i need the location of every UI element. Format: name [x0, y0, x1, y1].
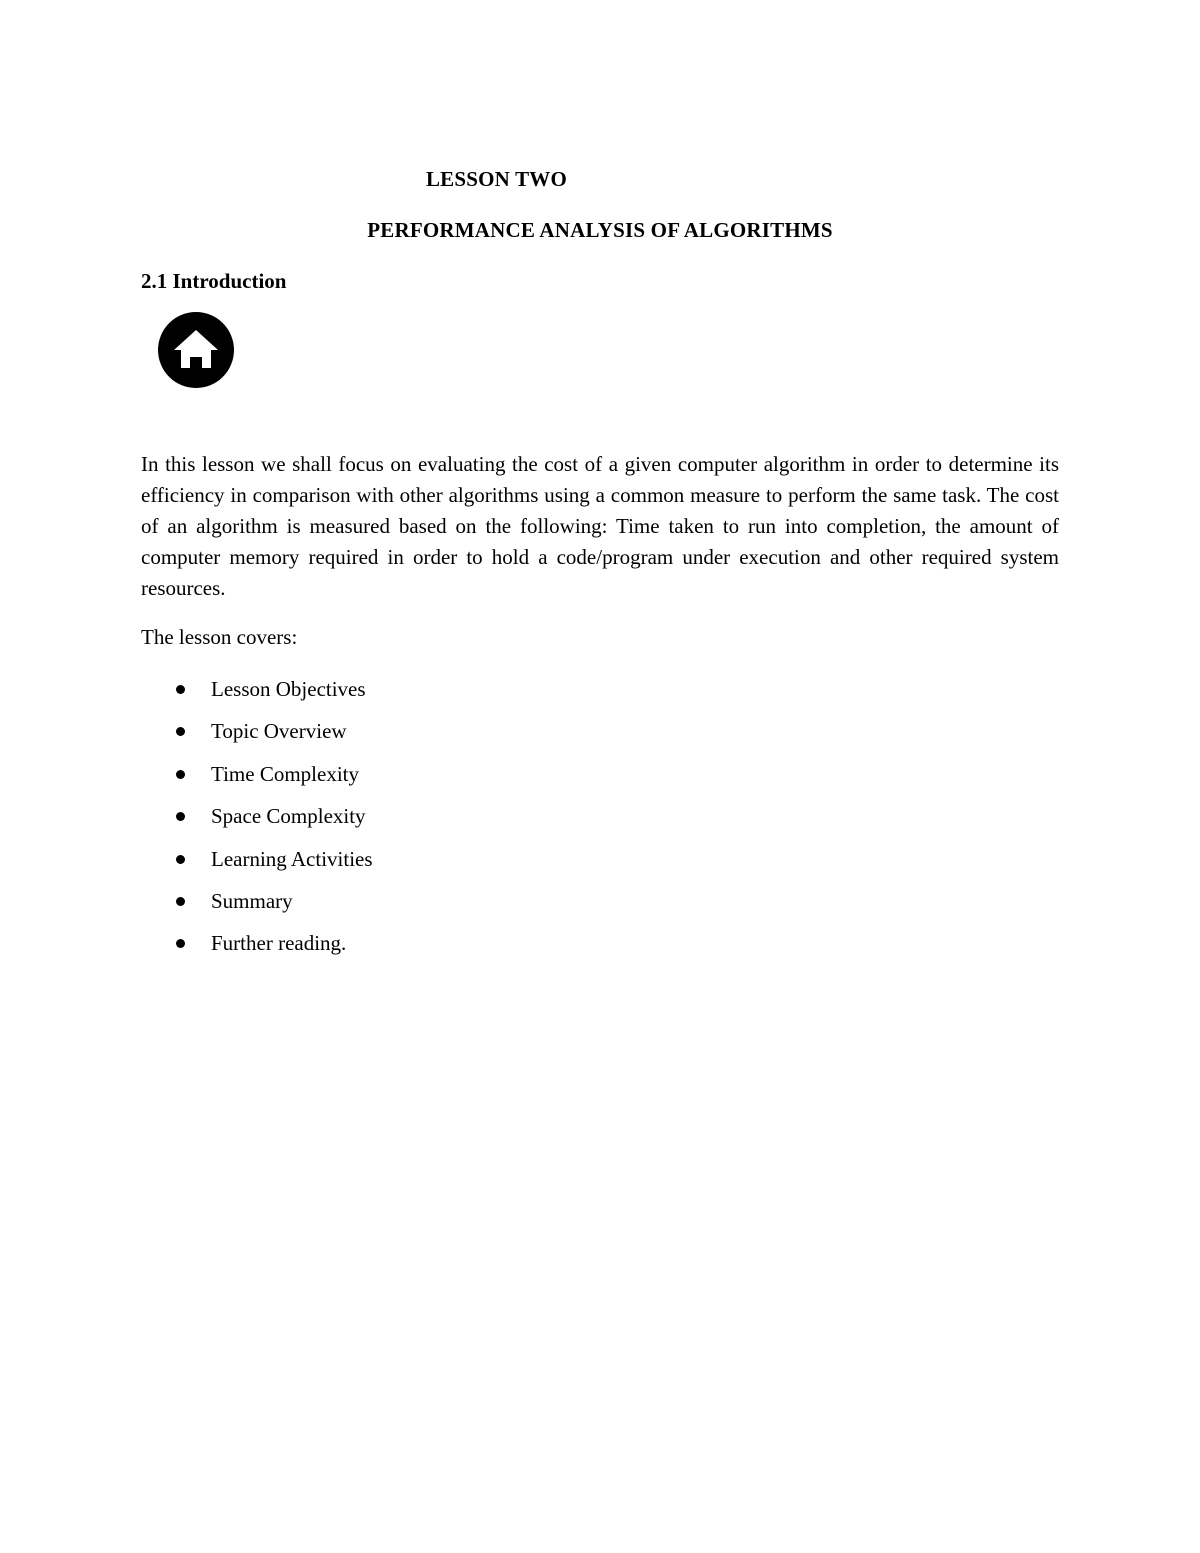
- list-item: [141, 929, 373, 971]
- list-item-label: Learning Activities: [211, 846, 373, 871]
- list-item: [141, 845, 373, 887]
- list-item: [141, 802, 373, 844]
- bullet-icon: [176, 727, 185, 736]
- list-item: [141, 887, 373, 929]
- list-item: [141, 675, 373, 717]
- list-item-label: Further reading.: [211, 931, 347, 956]
- list-item-label: Summary: [211, 888, 293, 913]
- list-item-label: Space Complexity: [211, 804, 366, 829]
- list-item-label: Topic Overview: [211, 719, 347, 744]
- bullet-icon: [176, 812, 185, 821]
- list-item-label: Time Complexity: [211, 761, 359, 786]
- list-item-label: Lesson Objectives: [211, 677, 366, 701]
- bullet-icon: [176, 855, 185, 864]
- list-item: [141, 760, 373, 802]
- home-icon: [158, 312, 234, 388]
- bullet-icon: [176, 770, 185, 779]
- lesson-label: LESSON TWO: [425, 167, 568, 191]
- section-heading: 2.1 Introduction: [141, 269, 287, 293]
- bullet-icon: [176, 897, 185, 906]
- bullet-icon: [176, 685, 185, 694]
- lesson-title: PERFORMANCE ANALYSIS OF ALGORITHMS: [367, 218, 833, 242]
- intro-paragraph: In this lesson we shall focus on evaluating the cost of a given computer algorithm in order to determine its efficiency in comparison with other algorithms using a common measure to perform the same task. The cost of an algorithm is measured based on the following: Time taken to run into completion, the amount of computer memory required in order to hold a code/program under execution and other required system resources.: [141, 452, 1059, 600]
- covers-label: The lesson covers:: [141, 625, 298, 649]
- bullet-icon: [176, 939, 185, 948]
- topic-list: [141, 675, 373, 972]
- list-item: [141, 717, 373, 759]
